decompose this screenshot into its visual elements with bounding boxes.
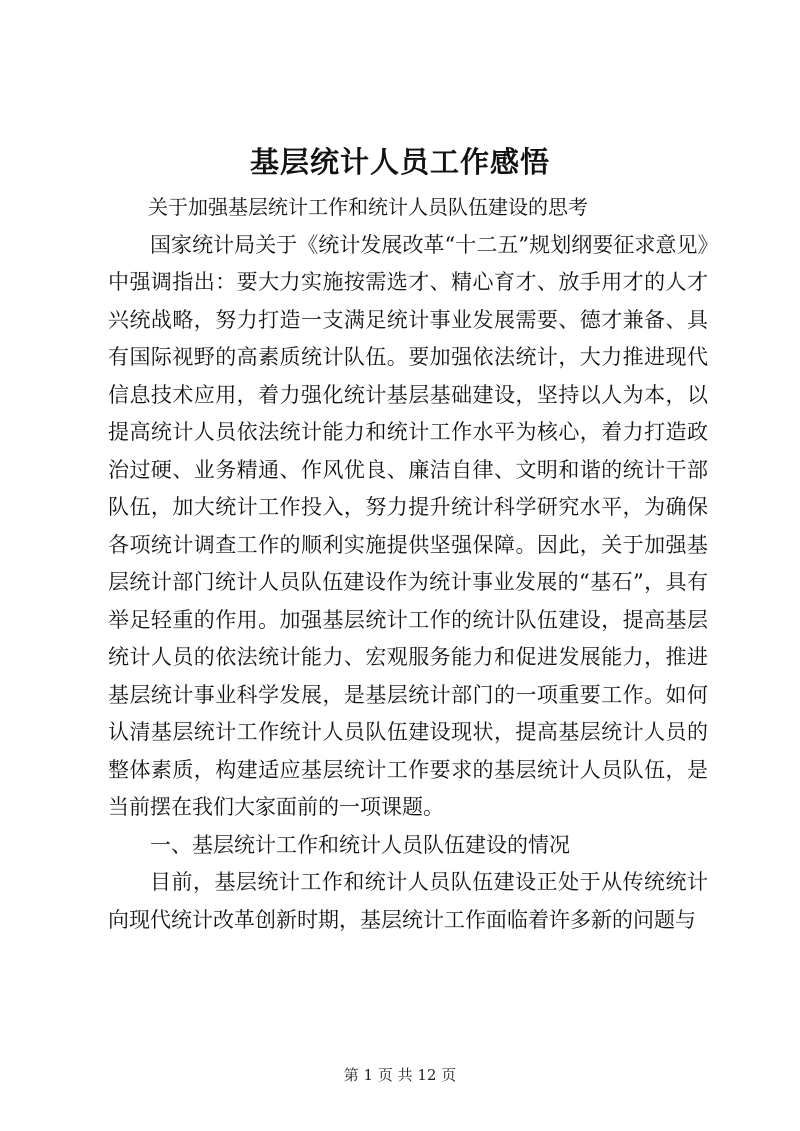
section-heading: 一、基层统计工作和统计人员队伍建设的情况 <box>150 832 570 857</box>
body-paragraph: 国家统计局关于《统计发展改革“十二五”规划纲要征求意见》中强调指出：要大力实施按需选才、精心育才、放手用才的人才兴统战略，努力打造一支满足统计事业发展需要、德才兼备、具有国际视野的高素质统计队伍。要加强依法统计，大力推进现代信息技术应用，着力强化统计基层基础建设，坚持以人为本，以提高统计人员依法统计能力和统计工作水平为核心，着力打造政治过硬、业务精通、作风优良、廉洁自律、文明和谐的统计干部队伍，加大统计工作投入，努力提升统计科学研究水平，为确保各项统计调查工作的顺利实施提供坚强保障。因此，关于加强基层统计部门统计人员队伍建设作为统计事业发展的“基石”，具有举足轻重的作用。加强基层统计工作的统计队伍建设，提高基层统计人员的依法统计能力、宏观服务能力和促进发展能力，推进基层统计事业科学发展，是基层统计部门的一项重要工作。如何认清基层统计工作统计人员队伍建设现状，提高基层统计人员的整体素质，构建适应基层统计工作要求的基层统计人员队伍，是当前摆在我们大家面前的一项课题。 <box>108 232 708 819</box>
document-body <box>108 189 708 939</box>
body-paragraph: 目前，基层统计工作和统计人员队伍建设正处于从传统统计向现代统计改革创新时期，基层统计工作面临着许多新的问题与 <box>108 870 708 932</box>
document-subtitle: 关于加强基层统计工作和统计人员队伍建设的思考 <box>148 195 588 219</box>
document-title: 基层统计人员工作感悟 <box>249 145 550 179</box>
page-number: 第 1 页 共 12 页 <box>343 1066 457 1084</box>
